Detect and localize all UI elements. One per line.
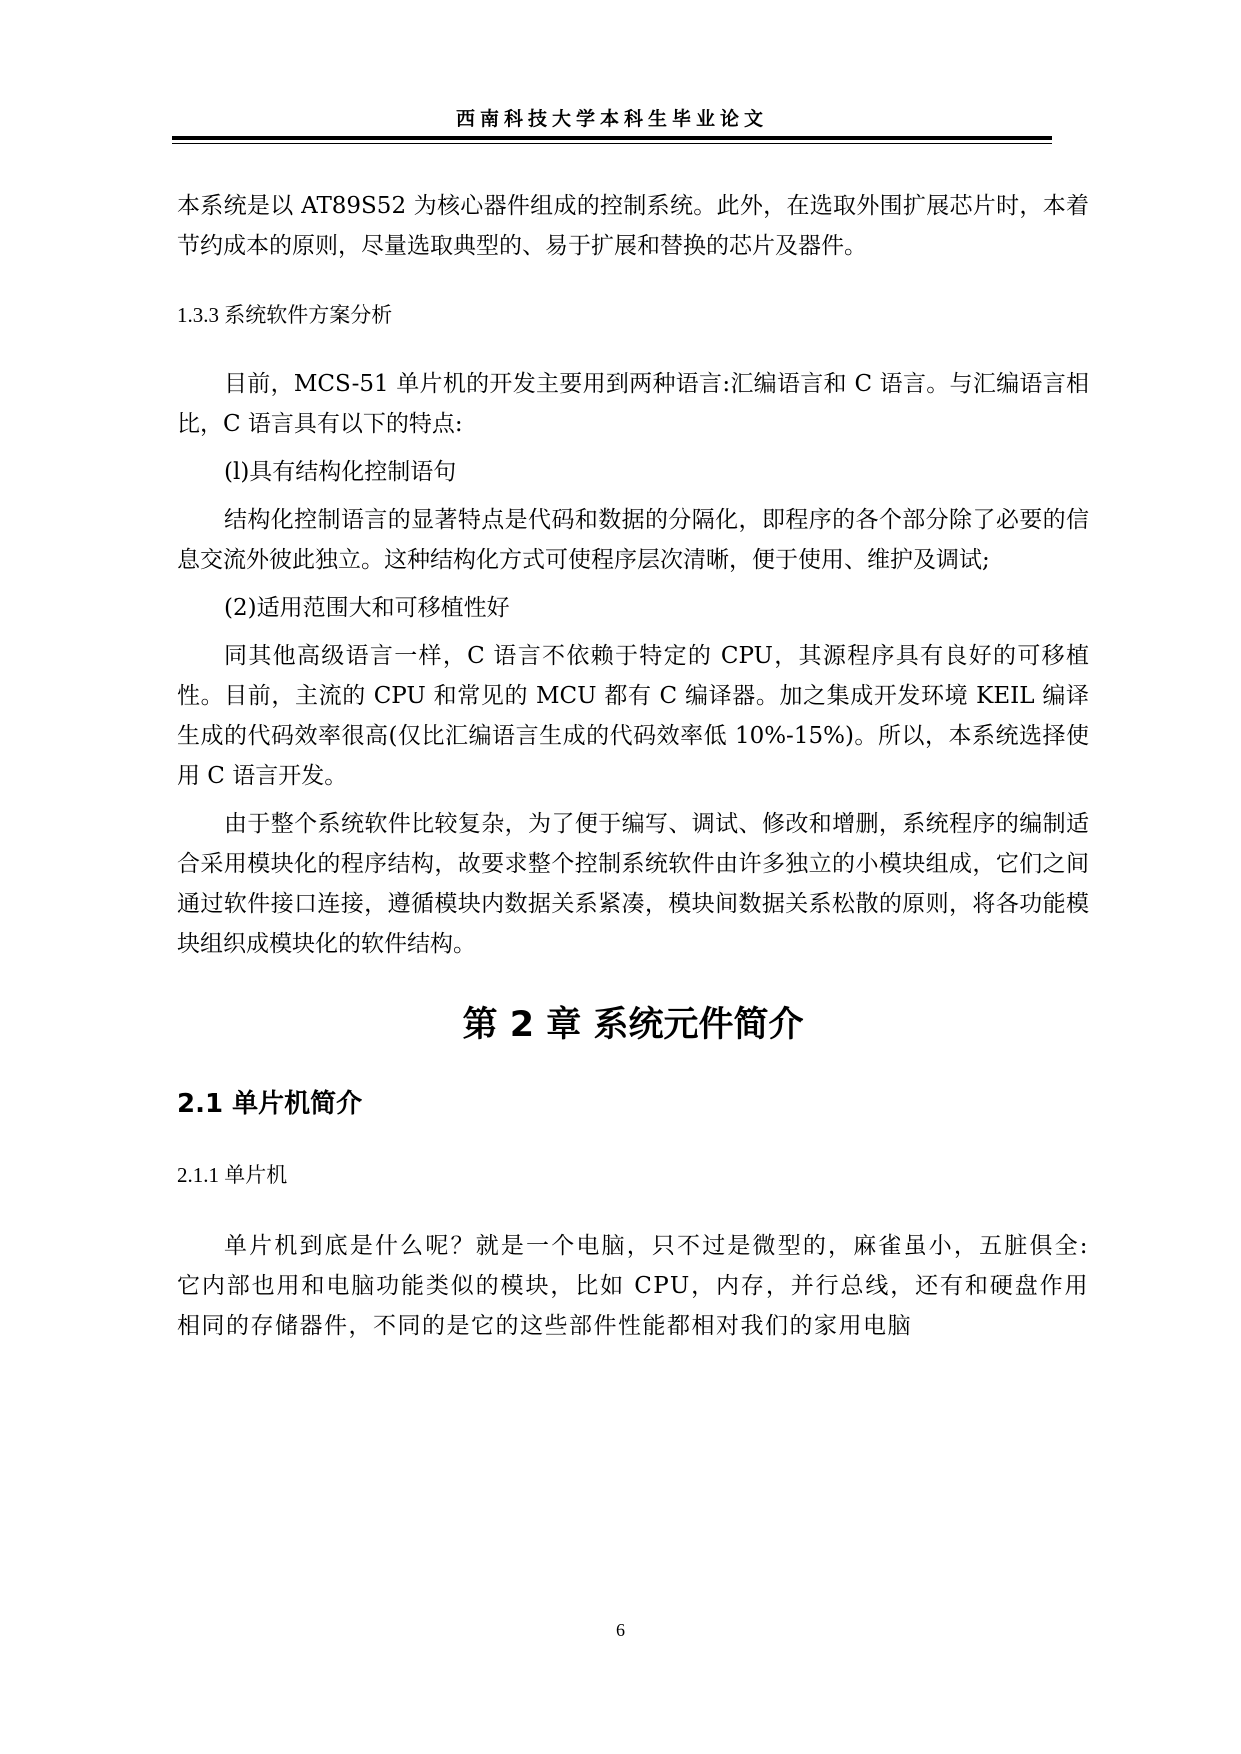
paragraph: 结构化控制语言的显著特点是代码和数据的分隔化，即程序的各个部分除了必要的信息交流外彼此独立。这种结构化方式可使程序层次清晰，便于使用、维护及调试; [177, 507, 1089, 573]
chapter-title: 第 2 章 系统元件简介 [462, 1005, 804, 1045]
subsection-number: 1.3.3 [177, 303, 219, 327]
subsection-number: 2.1.1 [177, 1163, 219, 1187]
paragraph: 由于整个系统软件比较复杂，为了便于编写、调试、修改和增删，系统程序的编制适合采用模块化的程序结构，故要求整个控制系统软件由许多独立的小模块组成，它们之间通过软件接口连接，遵循模块内数据关系紧凑，模块间数据关系松散的原则，将各功能模块组织成模块化的软件结构。 [177, 811, 1089, 957]
page-body [177, 186, 1089, 1354]
paragraph: (l)具有结构化控制语句 [224, 459, 457, 485]
subsection-text: 单片机 [224, 1163, 288, 1187]
header-rule-thin [172, 143, 1052, 144]
header-rule-thick [172, 136, 1052, 140]
subsection-heading-1-3-3 [177, 300, 1089, 330]
paragraph: 单片机到底是什么呢？就是一个电脑，只不过是微型的，麻雀虽小，五脏俱全: 它内部也用和电脑功能类似的模块，比如 CPU，内存，并行总线，还有和硬盘作用相同的存储器件，不同的是它的这些部件性能都相对我们的家用电脑 [177, 1233, 1089, 1339]
subsection-text: 系统软件方案分析 [224, 303, 393, 327]
page-number: 6 [616, 1620, 625, 1640]
paragraph: 同其他高级语言一样，C 语言不依赖于特定的 CPU，其源程序具有良好的可移植性。目前，主流的 CPU 和常见的 MCU 都有 C 编译器。加之集成开发环境 KEIL 编译生成的代码效率很高(仅比汇编语言生成的代码效率低 10%-15%)。所以，本系统选择使用 C 语言开发。 [177, 643, 1089, 789]
page-header: 西南科技大学本科生毕业论文 [455, 108, 768, 130]
subsection-heading-2-1-1 [177, 1160, 1089, 1190]
paragraph: 本系统是以 AT89S52 为核心器件组成的控制系统。此外，在选取外围扩展芯片时，本着节约成本的原则，尽量选取典型的、易于扩展和替换的芯片及器件。 [177, 193, 1089, 259]
paragraph: 目前，MCS-51 单片机的开发主要用到两种语言:汇编语言和 C 语言。与汇编语言相比，C 语言具有以下的特点: [177, 371, 1089, 437]
section-title: 2.1 单片机简介 [177, 1089, 363, 1119]
paragraph: (2)适用范围大和可移植性好 [224, 595, 510, 621]
